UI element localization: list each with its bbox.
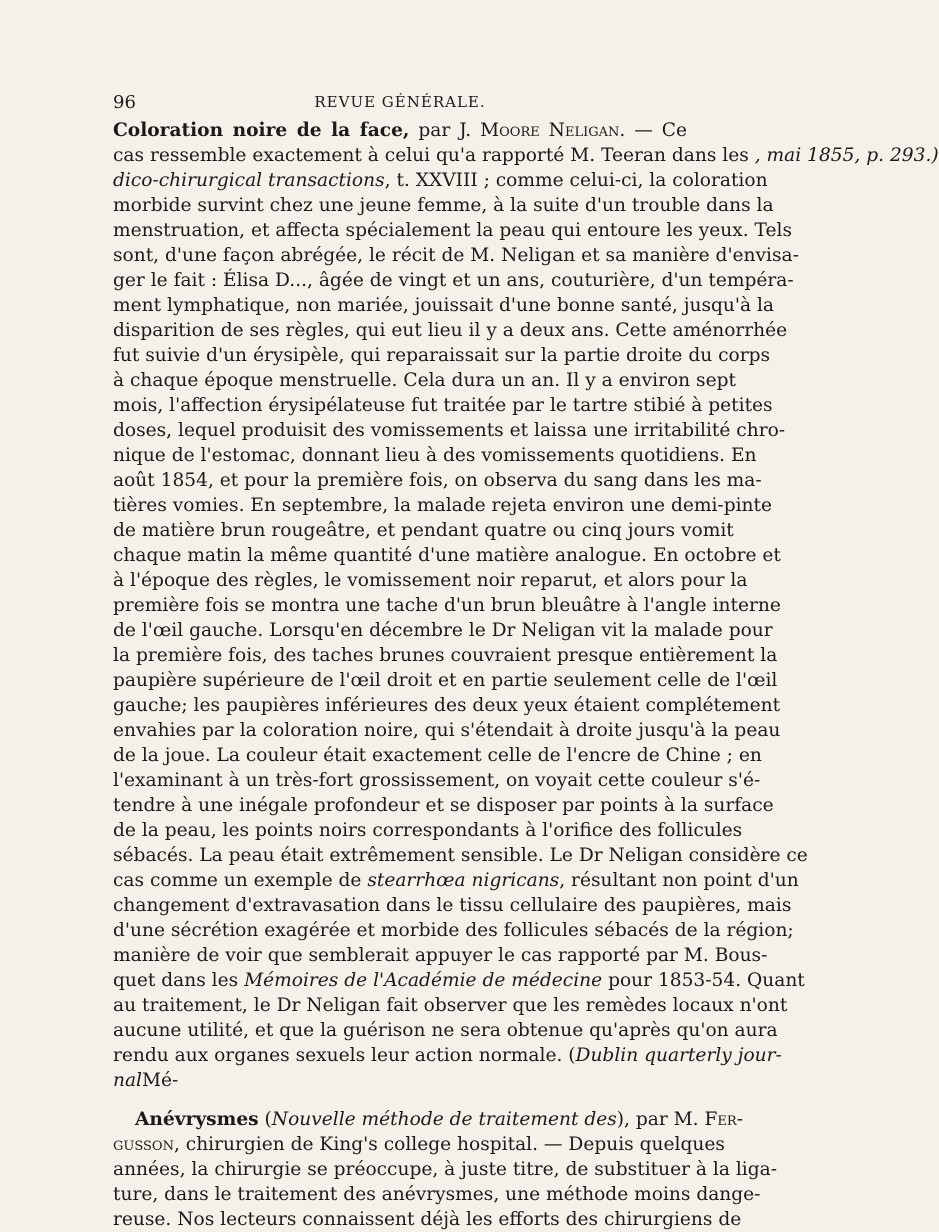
article-title: Coloration noire de la face, — [113, 120, 410, 141]
publication-title: nal — [113, 1070, 143, 1091]
publication-title: Mémoires de l'Académie de médecine — [244, 970, 603, 991]
text-line: changement d'extravasation dans le tissu cellulaire des paupières, mais — [113, 895, 792, 916]
text-line: années, la chirurgie se préoccupe, à juste titre, de substituer à la liga- — [113, 1159, 777, 1180]
text-line: Anévrysmes (Nouvelle méthode de traitement des), par M. Fer- — [135, 1109, 743, 1130]
text-line: tendre à une inégale profondeur et se disposer par points à la surface — [113, 795, 774, 816]
text-line: la première fois, des taches brunes couvraient presque entièrement la — [113, 645, 778, 666]
text-line: sont, d'une façon abrégée, le récit de M. Neligan et sa manière d'envisa- — [113, 245, 799, 266]
document-page — [113, 92, 939, 1232]
paragraph-gap — [113, 1093, 687, 1107]
text-line: Coloration noire de la face, par J. Moore Neligan. — Ce — [113, 120, 688, 141]
text-line: envahies par la coloration noire, qui s'étendait à droite jusqu'à la peau — [113, 720, 781, 741]
text-line: ger le fait : Élisa D..., âgée de vingt et un ans, couturière, d'un tempéra- — [113, 270, 794, 291]
text-line: première fois se montra une tache d'un brun bleuâtre à l'angle interne — [113, 595, 781, 616]
text-line: ment lymphatique, non mariée, jouissait d'une bonne santé, jusqu'à la — [113, 295, 775, 316]
text-line: menstruation, et affecta spécialement la peau qui entoure les yeux. Tels — [113, 220, 793, 241]
page-number: 96 — [113, 92, 136, 113]
author-name: Moore Neligan — [480, 120, 620, 141]
journal-title: , mai 1855, p. 293.) — [754, 145, 939, 166]
running-header — [113, 92, 687, 118]
text-line: à l'époque des règles, le vomissement noir reparut, et alors pour la — [113, 570, 748, 591]
text-line: chaque matin la même quantité d'une matière analogue. En octobre et — [113, 545, 781, 566]
article-anevrysmes — [113, 1107, 777, 1232]
text-line: aucune utilité, et que la guérison ne sera obtenue qu'après qu'on aura — [113, 1020, 778, 1041]
text-line: de matière brun rougeâtre, et pendant quatre ou cinq jours vomit — [113, 520, 734, 541]
text-line: de l'œil gauche. Lorsqu'en décembre le Dr Neligan vit la malade pour — [113, 620, 773, 641]
text-line: de la peau, les points noirs correspondants à l'orifice des follicules — [113, 820, 743, 841]
text-line: fut suivie d'un érysipèle, qui reparaissait sur la partie droite du corps — [113, 345, 771, 366]
text-line: au traitement, le Dr Neligan fait observer que les remèdes locaux n'ont — [113, 995, 788, 1016]
text-line: rendu aux organes sexuels leur action normale. (Dublin quarterly jour- — [113, 1045, 782, 1066]
text-line: gauche; les paupières inférieures des deux yeux étaient complétement — [113, 695, 781, 716]
text-line: paupière supérieure de l'œil droit et en partie seulement celle de l'œil — [113, 670, 778, 691]
text-line: cas comme un exemple de stearrhœa nigricans, résultant non point d'un — [113, 870, 799, 891]
running-title: REVUE GÉNÉRALE. — [314, 93, 486, 111]
text-line: reuse. Nos lecteurs connaissent déjà les efforts des chirurgiens de — [113, 1209, 742, 1230]
text-line: à chaque époque menstruelle. Cela dura un an. Il y a environ sept — [113, 370, 736, 391]
journal-title: dico-chirurgical transactions — [113, 170, 385, 191]
article-subtitle: Nouvelle méthode de traitement des — [271, 1109, 617, 1130]
text-line: l'examinant à un très-fort grossissement, on voyait cette couleur s'é- — [113, 770, 761, 791]
text-line: manière de voir que semblerait appuyer le cas rapporté par M. Bous- — [113, 945, 768, 966]
article-title: Anévrysmes — [135, 1109, 259, 1130]
text-line: disparition de ses règles, qui eut lieu il y a deux ans. Cette aménorrhée — [113, 320, 788, 341]
text-line: quet dans les Mémoires de l'Académie de médecine pour 1853-54. Quant — [113, 970, 805, 991]
text-line: dico-chirurgical transactions, t. XXVIII ; comme celui-ci, la coloration — [113, 170, 768, 191]
text-line: nalMé- — [113, 1070, 179, 1091]
text-line: d'une sécrétion exagérée et morbide des follicules sébacés de la région; — [113, 920, 794, 941]
text-line: août 1854, et pour la première fois, on observa du sang dans les ma- — [113, 470, 762, 491]
text-line: morbide survint chez une jeune femme, à la suite d'un trouble dans la — [113, 195, 774, 216]
text-line: cas ressemble exactement à celui qu'a rapporté M. Teeran dans les , mai 1855, p. 293.) — [113, 145, 939, 166]
text-line: de la joue. La couleur était exactement celle de l'encre de Chine ; en — [113, 745, 762, 766]
text-line: nique de l'estomac, donnant lieu à des vomissements quotidiens. En — [113, 445, 757, 466]
text-line: tières vomies. En septembre, la malade rejeta environ une demi-pinte — [113, 495, 773, 516]
text-line: doses, lequel produisit des vomissements et laissa une irritabilité chro- — [113, 420, 786, 441]
text-line: gusson, chirurgien de King's college hospital. — Depuis quelques — [113, 1134, 725, 1155]
article-coloration-noire — [113, 118, 939, 1093]
text-line: ture, dans le traitement des anévrysmes, une méthode moins dange- — [113, 1184, 761, 1205]
author-name: Fer- — [704, 1109, 743, 1130]
text-line: sébacés. La peau était extrêmement sensible. Le Dr Neligan considère ce — [113, 845, 808, 866]
text-line: mois, l'affection érysipélateuse fut traitée par le tartre stibié à petites — [113, 395, 773, 416]
publication-title: Dublin quarterly jour- — [575, 1045, 782, 1066]
author-name: gusson — [113, 1134, 174, 1155]
term-italic: stearrhœa nigricans — [367, 870, 560, 891]
